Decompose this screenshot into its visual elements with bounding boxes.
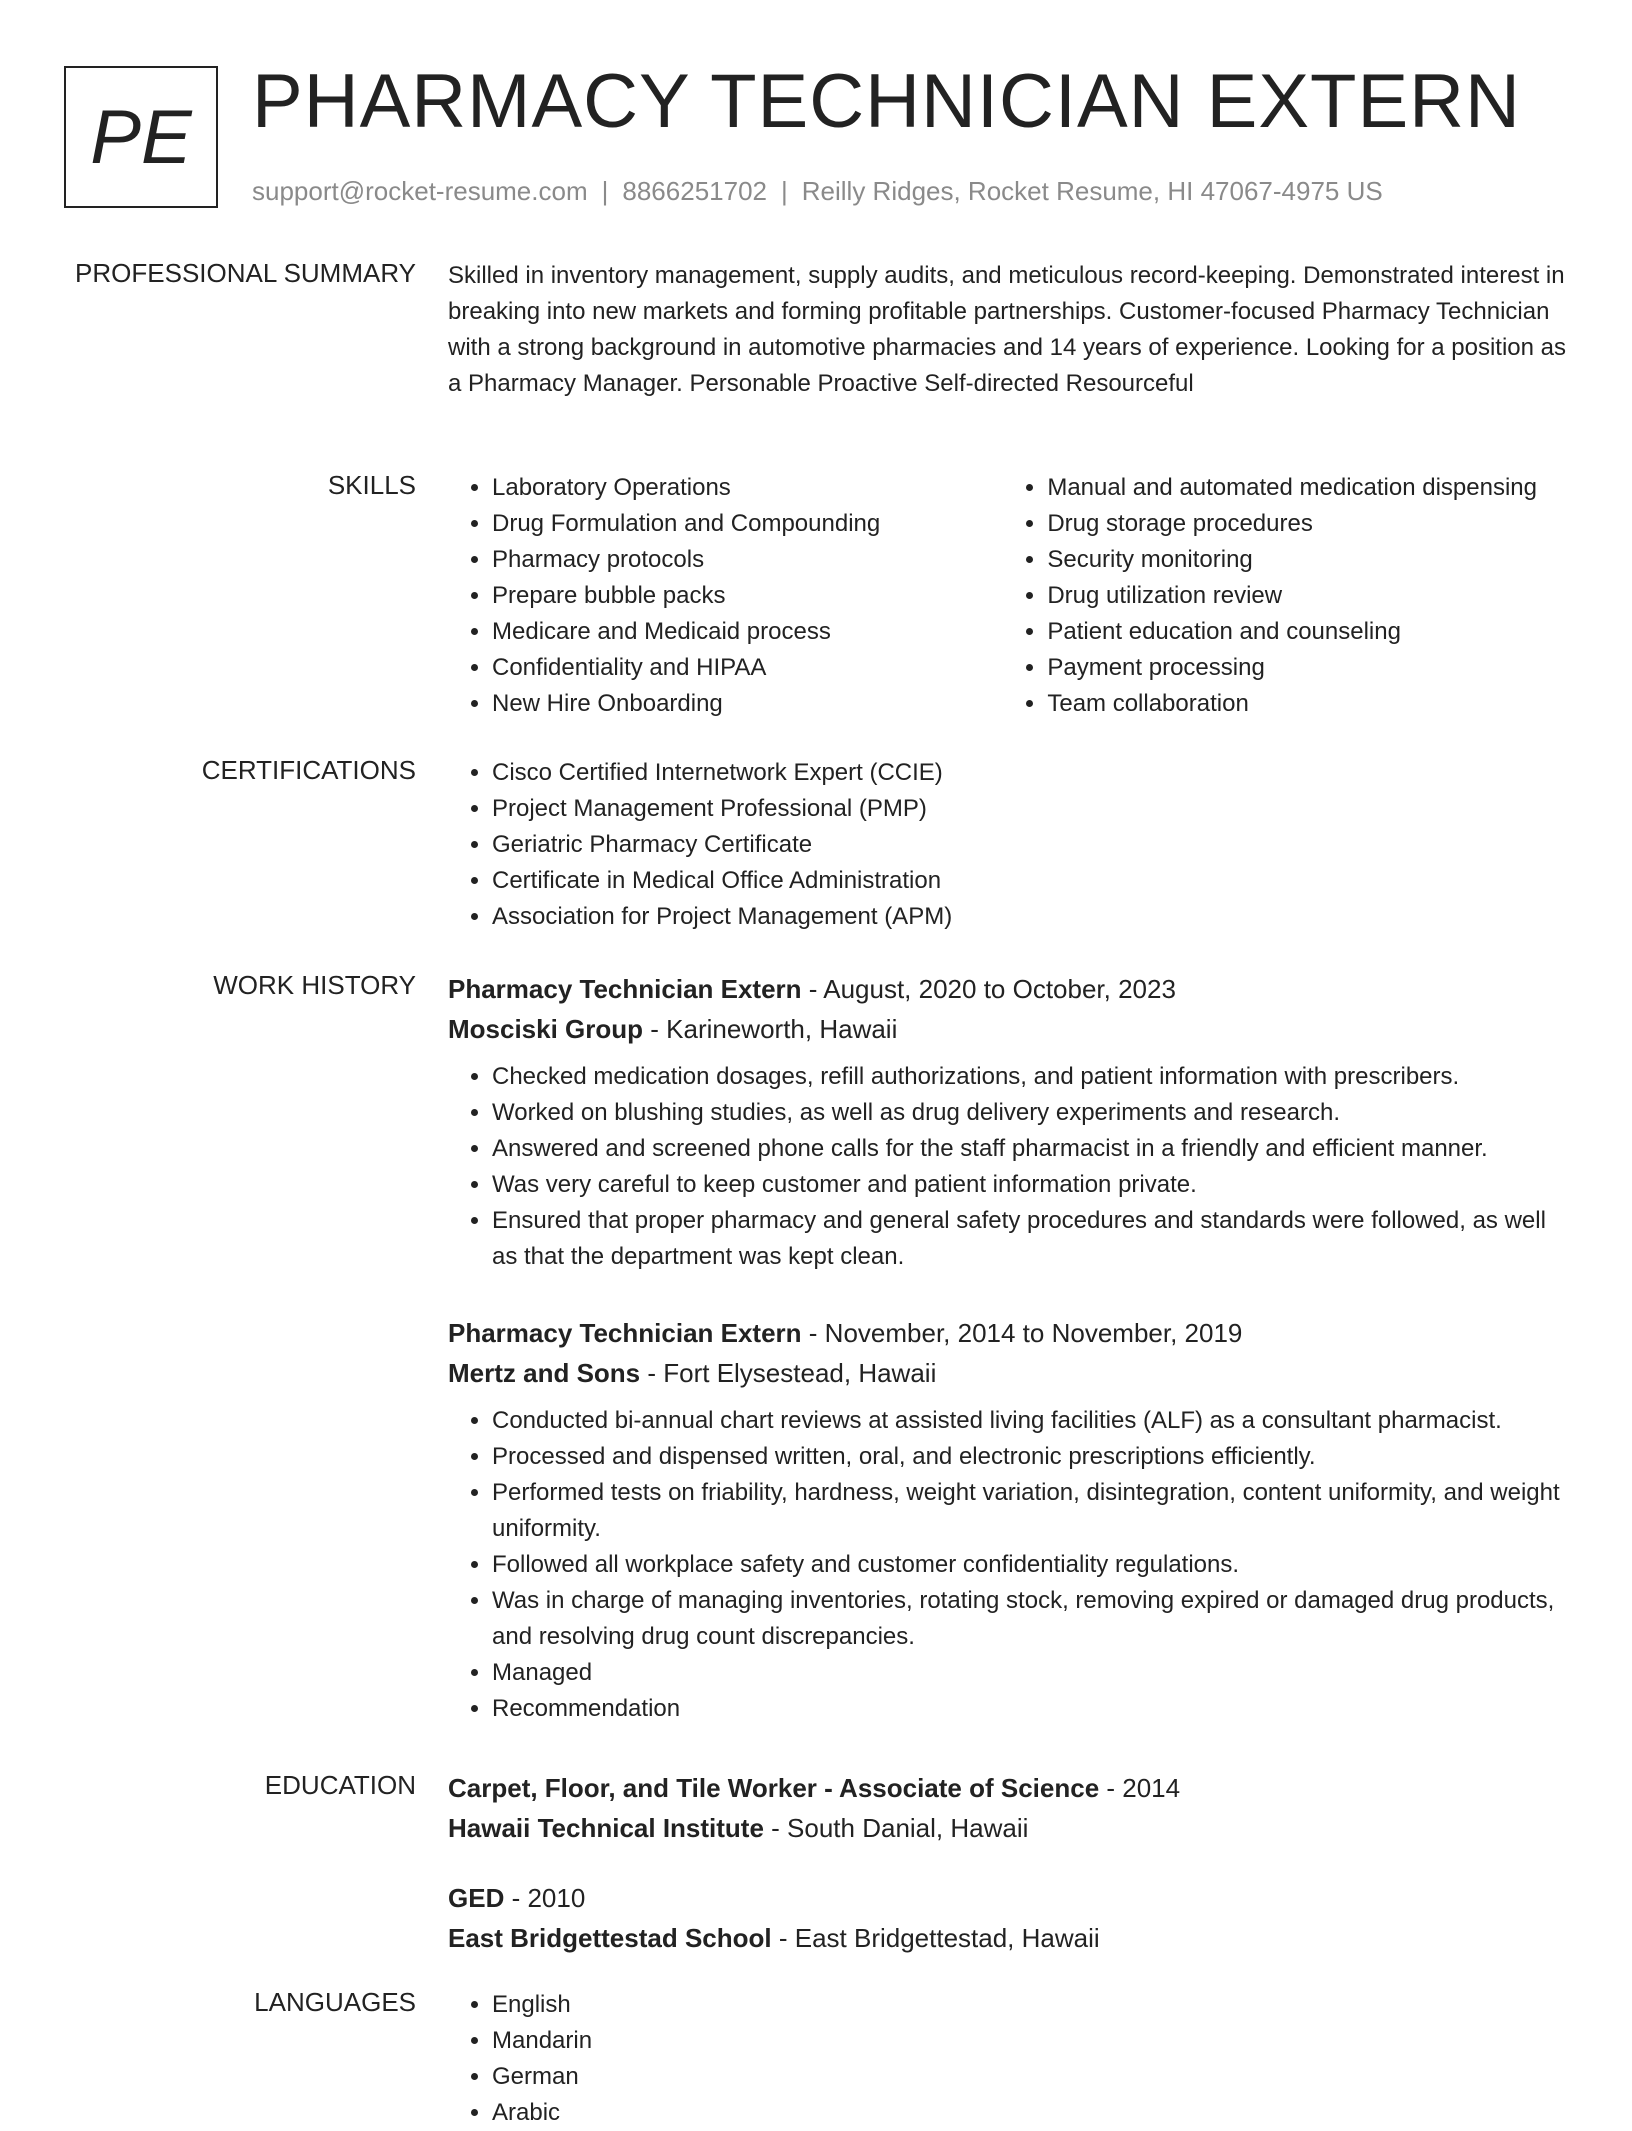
skills-section: [448, 470, 1568, 722]
language-item: • English: [492, 1987, 1568, 2023]
certifications-heading: CERTIFICATIONS: [201, 755, 416, 785]
languages-section: [448, 1987, 1568, 2131]
job-bullet: • Managed: [492, 1655, 1568, 1691]
skill-item: • Laboratory Operations: [492, 470, 1003, 506]
skills-list-right: [1003, 470, 1568, 722]
skill-item: • Prepare bubble packs: [492, 578, 1003, 614]
summary-heading: PROFESSIONAL SUMMARY: [75, 258, 416, 288]
contact-email: support@rocket-resume.com: [252, 176, 588, 206]
certifications-section: [448, 755, 1568, 935]
language-item: • German: [492, 2059, 1568, 2095]
job-bullet: • Recommendation: [492, 1691, 1568, 1727]
job-title: Pharmacy Technician Extern: [448, 974, 802, 1004]
skills-list-left: [448, 470, 1003, 722]
degree-line: [448, 1768, 1568, 1808]
job-bullet: • Checked medication dosages, refill authorizations, and patient information with prescribers.: [492, 1059, 1568, 1095]
skill-item: • Pharmacy protocols: [492, 542, 1003, 578]
job-bullet: • Ensured that proper pharmacy and general safety procedures and standards were followed, as well as that the department was kept clean.: [492, 1203, 1568, 1275]
job-bullet: • Worked on blushing studies, as well as drug delivery experiments and research.: [492, 1095, 1568, 1131]
job-company: Mosciski Group: [448, 1014, 644, 1044]
contact-phone: 8866251702: [622, 176, 767, 206]
job-bullet: • Followed all workplace safety and customer confidentiality regulations.: [492, 1547, 1568, 1583]
skill-item: • Drug Formulation and Compounding: [492, 506, 1003, 542]
skill-item: • Payment processing: [1047, 650, 1568, 686]
job-bullet: • Was very careful to keep customer and patient information private.: [492, 1167, 1568, 1203]
languages-heading: LANGUAGES: [254, 1987, 416, 2017]
resume-name: PHARMACY TECHNICIAN EXTERN: [252, 59, 1521, 144]
skill-item: • Security monitoring: [1047, 542, 1568, 578]
job-bullet: • Conducted bi-annual chart reviews at assisted living facilities (ALF) as a consultant pharmacist.: [492, 1403, 1568, 1439]
certification-item: • Cisco Certified Internetwork Expert (CCIE): [492, 755, 1568, 791]
school-line: [448, 1918, 1568, 1958]
job-bullet: • Performed tests on friability, hardness, weight variation, disintegration, content uniformity, and weight uniformity.: [492, 1475, 1568, 1547]
degree-year: - 2010: [504, 1883, 586, 1913]
job-bullet: • Was in charge of managing inventories, rotating stock, removing expired or damaged drug products, and resolving drug count discrepancies.: [492, 1583, 1568, 1655]
job-bullets: [448, 1403, 1568, 1727]
certification-item: • Certificate in Medical Office Administration: [492, 863, 1568, 899]
degree: GED: [448, 1883, 505, 1913]
work-history-heading: WORK HISTORY: [213, 970, 416, 1000]
language-item: • Mandarin: [492, 2023, 1568, 2059]
skill-item: • Patient education and counseling: [1047, 614, 1568, 650]
degree-year: - 2014: [1099, 1773, 1181, 1803]
job-dates: - November, 2014 to November, 2019: [801, 1318, 1243, 1348]
job-bullet: • Answered and screened phone calls for the staff pharmacist in a friendly and efficient manner.: [492, 1131, 1568, 1167]
skills-heading: SKILLS: [327, 470, 416, 500]
education-entry: [448, 1768, 1568, 1848]
job-dates: - August, 2020 to October, 2023: [801, 974, 1176, 1004]
job-title-line: [448, 1313, 1568, 1353]
education-entry: [448, 1878, 1568, 1958]
certification-item: • Association for Project Management (APM): [492, 899, 1568, 935]
certification-item: • Project Management Professional (PMP): [492, 791, 1568, 827]
monogram-logo: PE: [64, 66, 218, 208]
school: East Bridgettestad School: [448, 1923, 772, 1953]
job-location: - Fort Elysestead, Hawaii: [640, 1358, 937, 1388]
language-item: • Arabic: [492, 2095, 1568, 2131]
languages-list: [448, 1987, 1568, 2131]
job-company: Mertz and Sons: [448, 1358, 641, 1388]
job-entry: [448, 1313, 1568, 1727]
job-bullet: • Processed and dispensed written, oral, and electronic prescriptions efficiently.: [492, 1439, 1568, 1475]
school: Hawaii Technical Institute: [448, 1813, 764, 1843]
certifications-list: [448, 755, 1568, 935]
contact-separator: |: [781, 176, 788, 206]
contact-address: Reilly Ridges, Rocket Resume, HI 47067-4975 US: [801, 176, 1383, 206]
summary-section: [448, 258, 1568, 402]
school-line: [448, 1808, 1568, 1848]
degree-line: [448, 1878, 1568, 1918]
education-heading: EDUCATION: [264, 1770, 416, 1800]
skill-item: • Drug utilization review: [1047, 578, 1568, 614]
job-company-line: [448, 1009, 1568, 1049]
certification-item: • Geriatric Pharmacy Certificate: [492, 827, 1568, 863]
job-entry: [448, 969, 1568, 1275]
job-title: Pharmacy Technician Extern: [448, 1318, 802, 1348]
skill-item: • Manual and automated medication dispensing: [1047, 470, 1568, 506]
skill-item: • Medicare and Medicaid process: [492, 614, 1003, 650]
job-title-line: [448, 969, 1568, 1009]
contact-separator: |: [601, 176, 609, 206]
skill-item: • Drug storage procedures: [1047, 506, 1568, 542]
summary-text: Skilled in inventory management, supply audits, and meticulous record-keeping. Demonstrated interest in breaking into new markets and forming profitable partnerships. Customer-focused Pharmacy Technician with a strong background in automotive pharmacies and 14 years of experience. Looking for a position as a Pharmacy Manager. Personable Proactive Self-directed Resourceful: [448, 262, 1566, 397]
degree: Carpet, Floor, and Tile Worker - Associate of Science: [448, 1773, 1100, 1803]
school-location: - South Danial, Hawaii: [763, 1813, 1029, 1843]
skill-item: • Team collaboration: [1047, 686, 1568, 722]
job-company-line: [448, 1353, 1568, 1393]
skill-item: • New Hire Onboarding: [492, 686, 1003, 722]
contact-line: [252, 176, 1383, 207]
skill-item: • Confidentiality and HIPAA: [492, 650, 1003, 686]
job-bullets: [448, 1059, 1568, 1275]
school-location: - East Bridgettestad, Hawaii: [771, 1923, 1100, 1953]
job-location: - Karineworth, Hawaii: [643, 1014, 898, 1044]
